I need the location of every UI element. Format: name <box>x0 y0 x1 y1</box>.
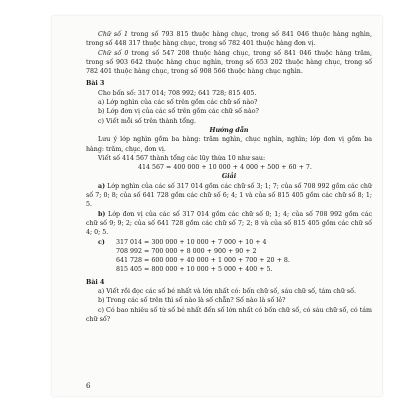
bai4-title: Bài 4 <box>86 278 105 286</box>
sum-row-3 <box>98 256 372 265</box>
bai3-option-b-text: Lớp đơn vị của các số trên gồm các chữ số nào? <box>106 108 259 116</box>
page-number: 6 <box>86 382 91 390</box>
solution-title: Giải <box>221 173 237 181</box>
bai4-option-c-text: Có bao nhiêu số từ số bé nhất đến số lớn nhất có bốn chữ số, có sáu chữ số, có tám chữ số? <box>86 306 372 323</box>
bai3-option-b-label: b) <box>98 108 105 116</box>
sum-row-4 <box>98 265 372 274</box>
bai3-option-c <box>86 117 372 126</box>
bai4-option-a-label: a) <box>98 288 105 296</box>
hint-paragraph-2: Viết số 414 567 thành tổng các lũy thừa 10 như sau: <box>98 154 266 162</box>
intro-italic-1: Chữ số 1 <box>98 31 128 38</box>
solution-a <box>86 182 372 210</box>
bai3-option-c-text: Viết mỗi số trên thành tổng. <box>106 117 197 125</box>
bai3-option-b <box>86 107 372 116</box>
bai4-option-b-text: Trong các số trên thì số nào là số chẵn? Số nào là số lẻ? <box>106 297 286 305</box>
solution-a-text: Lớp nghìn của các số 317 014 gồm các chữ số 3; 1; 7; của số 708 992 gồm các chữ số 7; 0; 8; của số 641 728 gồm các chữ số 6; 4; 1 và của số 815 405 gồm các chữ số 8; 1; 5. <box>86 182 372 209</box>
bai3-option-a <box>86 98 372 107</box>
sum-equation: 317 014 = 300 000 + 10 000 + 7 000 + 10 + 4 <box>116 238 267 246</box>
book-page <box>52 16 382 396</box>
bai4-option-b-label: b) <box>98 297 105 305</box>
intro-italic-2: Chữ số 0 <box>98 49 129 57</box>
sum-equation: 708 992 = 700 000 + 8 000 + 900 + 90 + 2 <box>116 247 257 255</box>
solution-c <box>86 238 372 275</box>
sum-row-2 <box>98 247 372 256</box>
sum-equation: 815 405 = 800 000 + 10 000 + 5 000 + 400 + 5. <box>116 266 273 274</box>
bai3-title: Bài 3 <box>86 80 105 88</box>
bai4-option-c-label: c) <box>98 306 104 314</box>
bai3-prompt: Cho bốn số: 317 014; 708 992; 641 728; 815 405. <box>98 89 257 97</box>
hint-equation: 414 567 = 400 000 + 10 000 + 4 000 + 500 + 60 + 7. <box>138 164 312 172</box>
bai4-option-c <box>86 306 372 325</box>
bai3-option-a-text: Lớp nghìn của các số trên gồm các chữ số nào? <box>106 99 258 107</box>
solution-a-label: a) <box>98 182 106 190</box>
intro-text-1: trong số 793 815 thuộc hàng chục, trong số 841 046 thuộc hàng nghìn, trong số 448 317 thuộc hàng chục, trong số 782 401 thuộc hàng đơn vị. <box>86 31 372 48</box>
intro-text-2: trong số 547 208 thuộc hàng chục, trong số 841 046 thuộc hàng trăm, trong số 903 642 thuộc hàng chục nghìn, trong số 653 202 thuộc hàng chục, trong số 782 401 thuộc hàng chục, trong số 908 566 thuộc hàng chục nghìn. <box>86 49 372 76</box>
solution-c-label: c) <box>98 238 105 246</box>
sum-equation: 641 728 = 600 000 + 40 000 + 1 000 + 700 + 20 + 8. <box>116 257 290 265</box>
solution-b-label: b) <box>98 210 106 218</box>
hint-paragraph-1: Lưu ý lớp nghìn gồm ba hàng: trăm nghìn, chục nghìn, nghìn; lớp đơn vị gồm ba hàng: trăm, chục, đơn vị. <box>86 136 372 153</box>
solution-b-text: Lớp đơn vị của các số 317 014 gồm các chữ số 0; 1; 4; của số 708 992 gồm các chữ số 9; 9; 2; của số 641 728 gồm các chữ số 7; 2; 8 và của số 815 405 gồm các chữ số 4; 0; 5. <box>86 210 372 237</box>
bai3-option-c-label: c) <box>98 117 104 125</box>
intro-paragraph-1 <box>86 30 372 49</box>
bai4-option-a <box>86 287 372 296</box>
intro-paragraph-2 <box>86 49 372 77</box>
bai4-option-b <box>86 296 372 305</box>
bai4-option-a-text: Viết rồi đọc các số bé nhất và lớn nhất có: bốn chữ số, sáu chữ số, tám chữ số. <box>106 288 357 296</box>
hint-title: Hướng dẫn <box>209 126 249 134</box>
sum-row-1 <box>98 238 372 247</box>
page-content <box>86 30 372 324</box>
solution-b <box>86 210 372 238</box>
bai3-option-a-label: a) <box>98 99 105 107</box>
